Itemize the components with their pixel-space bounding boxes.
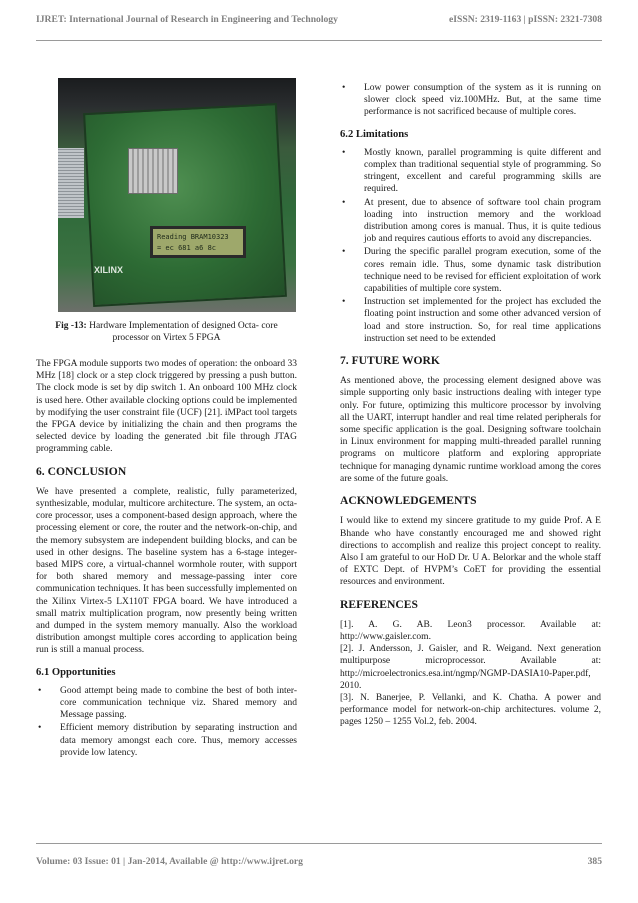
bullet-icon: •	[342, 247, 346, 258]
bullet-icon: •	[342, 297, 346, 308]
list-item: • At present, due to absence of software tool chain program loading into instruction memory and the workload distribution among cores is manual. Thus, it is quite tedious job and requires cautious efforts to avoid any discrepancies.	[342, 197, 601, 245]
issue-info: Volume: 03 Issue: 01 | Jan-2014, Available @ http://www.ijret.org	[36, 856, 303, 867]
ribbon-cable	[58, 148, 84, 218]
bullet-icon: •	[342, 197, 346, 208]
bullet-icon: •	[342, 83, 346, 93]
lcd-display	[150, 226, 246, 258]
conclusion-paragraph: We have presented a complete, realistic, fully parameterized, synthesizable, modular, multicore architecture. The system, an octa-core processor, uses a component-based design approach, where the processing element or core, the router and the network-on-chip, and the memory subsystem are independent building blocks, and can be used in other designs. The baseline system has a 6-stage integer-based MIPS core, a virtual-channel wormhole router, with support for both shared memory and message-passing inter core communication techniques. It has been successfully implemented on the Xilinx Virtex-5 LX110T FPGA board. We have introduced a small matrix multiplication program, now presently being written and dumped in the system memory manually. Also the workload distribution amongst multiple cores according to application being run is still a manual process.	[36, 486, 297, 656]
circuit-board	[83, 103, 287, 307]
figure-caption-text: Hardware Implementation of designed Octa- core processor on Virtex 5 FPGA	[89, 321, 278, 343]
reference-item: [3]. N. Banerjee, P. Vellanki, and K. Chatha. A power and performance model for network-on-chip architectures. volume 2, pages 1250 – 1255 Vol.2, feb. 2004.	[340, 692, 601, 728]
reference-item: [2]. J. Andersson, J. Gaisler, and R. Weigand. Next generation multipurpose microprocessor. Available at: http://microelectronics.esa.int/ngmp/NGMP-DASIA10-Paper.pdf, 2010.	[340, 644, 601, 691]
list-item: • Efficient memory distribution by separating instruction and data memory amongst each core. Thus, memory accesses provide low latency.	[38, 723, 297, 758]
page-number: 385	[587, 856, 602, 867]
page-footer	[36, 856, 602, 867]
list-item: • During the specific parallel program execution, some of the cores remain idle. Thus, some dynamic task distribution technique need to be revised for efficient exploitation of work capabilities of multiple core system.	[342, 247, 601, 295]
reference-item: [1]. A. G. AB. Leon3 processor. Available at: http://www.gaisler.com.	[340, 619, 601, 642]
bullet-icon: •	[38, 723, 42, 734]
right-column	[340, 82, 601, 729]
left-column	[36, 78, 297, 769]
opportunities-list	[36, 685, 297, 759]
references-heading: REFERENCES	[340, 597, 418, 611]
bullet-icon: •	[38, 685, 42, 696]
issn-info: eISSN: 2319-1163 | pISSN: 2321-7308	[449, 14, 602, 25]
xilinx-logo: XILINX	[94, 265, 124, 275]
fpga-board-photo	[58, 78, 296, 312]
lcd-line-1: Reading BRAM10323	[157, 233, 229, 241]
fpga-paragraph: The FPGA module supports two modes of operation: the onboard 33 MHz [18] clock or a step clock triggered by pressing a push button. The clock mode is set by dip switch 1. An onboard 100 MHz clock is used here. Other available clocking options could be implemented by modifying the user constraint file (UCF) [21]. iMPact tool targets the FPGA device by initializing the chain and then programs the selected device by loading the generated .bit file through JTAG programming cable.	[36, 359, 297, 455]
opportunities-list-continued	[340, 82, 601, 119]
page-header	[36, 14, 602, 25]
future-work-paragraph: As mentioned above, the processing element designed above was simple supporting only basic instructions dealing with integer type only. For future, optimizing this multicore processor by involving all the UART, interrupt handler and real time related peripherals for some specific application is the goal. Designing software toolchain in Linux environment for mapping multi-threaded parallel running programs on multicore platform and exploring appropriate technique for managing dynamic runtime workload among the cores are some of the future goals.	[340, 376, 601, 484]
limitations-list	[340, 147, 601, 345]
bullet-icon: •	[342, 147, 346, 158]
header-divider	[36, 40, 602, 41]
footer-divider	[36, 843, 602, 844]
figure-caption	[36, 320, 297, 344]
list-item: • Low power consumption of the system as it is running on slower clock speed viz.100MHz. But, at the same time performance is not sacrificed because of multiple cores.	[342, 83, 601, 118]
list-item: • Good attempt being made to combine the best of both inter-core communication technique viz. Shared memory and Message passing.	[38, 685, 297, 721]
list-item: • Mostly known, parallel programming is quite different and complex than traditional sequential style of programming. So stringent, excellent and careful programming skills are required.	[342, 147, 601, 195]
future-work-heading: 7. FUTURE WORK	[340, 354, 440, 368]
list-item: • Instruction set implemented for the project has excluded the floating point instruction and some other advanced version of load and store instruction. So, for real time applications instruction set need to be extended	[342, 297, 601, 344]
acknowledgements-paragraph: I would like to extend my sincere gratitude to my guide Prof. A E Bhande who have constantly encouraged me and showed right directions to accomplish and realize this project concept to reality. Also I am grateful to our HoD Dr. U A. Belorkar and the whole staff of EXTC Dept. of HVPM’s CoET for providing the essential resources and environment.	[340, 516, 601, 588]
limitations-heading: 6.2 Limitations	[340, 128, 409, 140]
acknowledgements-heading: ACKNOWLEDGEMENTS	[340, 494, 477, 508]
conclusion-heading: 6. CONCLUSION	[36, 464, 127, 478]
lcd-line-2: = ec 681 a6 8c	[157, 244, 217, 252]
figure-label: Fig -13:	[55, 321, 87, 331]
heatsink-chip	[128, 148, 178, 194]
journal-title: IJRET: International Journal of Research in Engineering and Technology	[36, 14, 338, 25]
opportunities-heading: 6.1 Opportunities	[36, 666, 116, 678]
references-list	[340, 619, 601, 729]
